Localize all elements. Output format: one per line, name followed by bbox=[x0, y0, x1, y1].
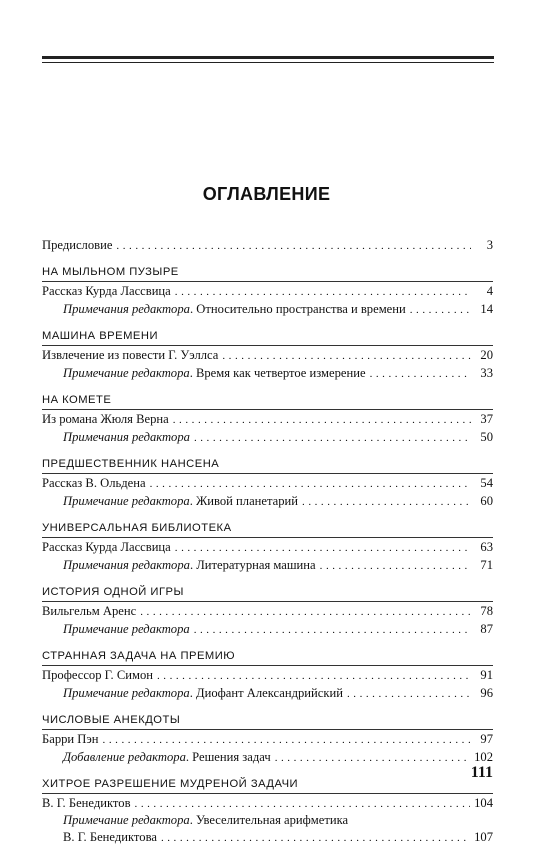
toc-entry-text: Предисловие bbox=[42, 238, 113, 252]
toc-entry-label: Рассказ Курда Лассвица bbox=[42, 284, 171, 298]
toc-entry-label: Профессор Г. Симон bbox=[42, 668, 153, 682]
toc-entry-text bbox=[63, 300, 406, 318]
toc-entry-italic: Примечания редактора bbox=[63, 558, 190, 572]
toc-subentry bbox=[42, 364, 493, 382]
toc-entry-italic: Примечание редактора bbox=[63, 813, 190, 827]
dot-leader bbox=[175, 282, 471, 301]
toc-entry-label: . Литературная машина bbox=[189, 558, 316, 572]
toc-page-number: 87 bbox=[480, 622, 493, 636]
toc-entry-text bbox=[42, 282, 171, 300]
toc-section bbox=[42, 455, 493, 510]
toc-entry bbox=[42, 602, 493, 620]
toc-page-number: 78 bbox=[480, 604, 493, 618]
toc-entry-text bbox=[42, 666, 153, 684]
toc-entry-label: Барри Пэн bbox=[42, 732, 99, 746]
toc-entry bbox=[42, 346, 493, 364]
toc-entry-italic: Добавление редактора bbox=[63, 750, 186, 764]
toc-subentry bbox=[42, 748, 493, 766]
dot-leader bbox=[135, 794, 471, 813]
toc-entry-label: . Решения задач bbox=[185, 750, 271, 764]
toc-entry-label: Рассказ В. Ольдена bbox=[42, 476, 146, 490]
dot-leader bbox=[150, 474, 471, 493]
dot-leader bbox=[194, 428, 471, 447]
toc-entry-label: . Относительно пространства и времени bbox=[189, 302, 406, 316]
dot-leader bbox=[347, 684, 471, 703]
toc-page-number: 37 bbox=[480, 412, 493, 426]
toc-subentry bbox=[42, 684, 493, 702]
toc-section bbox=[42, 711, 493, 766]
section-heading: ЧИСЛОВЫЕ АНЕКДОТЫ bbox=[42, 714, 181, 726]
toc-subentry-line1 bbox=[42, 812, 493, 828]
toc-entry-preface bbox=[42, 236, 493, 254]
toc-entry-text bbox=[63, 620, 190, 638]
dot-leader bbox=[103, 730, 471, 749]
toc-subentry bbox=[42, 620, 493, 638]
table-of-contents bbox=[42, 236, 493, 846]
toc-page-number: 20 bbox=[480, 348, 493, 362]
toc-entry-label: Вильгельм Аренс bbox=[42, 604, 137, 618]
toc-entry bbox=[42, 666, 493, 684]
toc-subentry-line2 bbox=[42, 828, 493, 846]
toc-entry-italic: Примечания редактора bbox=[63, 302, 190, 316]
toc-page-number: 96 bbox=[480, 686, 493, 700]
toc-page-number: 71 bbox=[480, 558, 493, 572]
toc-sections bbox=[42, 263, 493, 846]
toc-page-number: 107 bbox=[474, 830, 493, 844]
toc-entry-text bbox=[42, 474, 146, 492]
dot-leader bbox=[194, 620, 471, 639]
toc-entry-label: . Увеселительная арифметика bbox=[189, 813, 349, 827]
section-heading: МАШИНА ВРЕМЕНИ bbox=[42, 330, 159, 342]
toc-page-number: 4 bbox=[486, 284, 493, 298]
toc-entry-text bbox=[42, 346, 218, 364]
toc-page-number: 102 bbox=[474, 750, 493, 764]
toc-entry bbox=[42, 730, 493, 748]
dot-leader bbox=[302, 492, 471, 511]
dot-leader bbox=[370, 364, 471, 383]
toc-entry-text bbox=[63, 428, 190, 446]
toc-entry-italic: Примечание редактора bbox=[63, 686, 190, 700]
toc-page-number: 33 bbox=[480, 366, 493, 380]
dot-leader bbox=[140, 602, 471, 621]
dot-leader bbox=[222, 346, 471, 365]
toc-entry-text bbox=[42, 730, 99, 748]
toc-entry-text bbox=[42, 538, 171, 556]
toc-page-number: 14 bbox=[480, 302, 493, 316]
toc-entry-label: В. Г. Бенедиктова bbox=[63, 830, 157, 844]
toc-entry bbox=[42, 410, 493, 428]
dot-leader bbox=[320, 556, 471, 575]
toc-section bbox=[42, 519, 493, 574]
dot-leader bbox=[161, 828, 470, 847]
toc-entry-italic: Примечания редактора bbox=[63, 430, 190, 444]
toc-entry-label: . Время как четвертое измерение bbox=[189, 366, 366, 380]
toc-section bbox=[42, 647, 493, 702]
toc-entry-italic: Примечание редактора bbox=[63, 494, 190, 508]
toc-subentry bbox=[42, 428, 493, 446]
toc-entry-italic: Примечание редактора bbox=[63, 622, 190, 636]
toc-entry-label: Извлечение из повести Г. Уэллса bbox=[42, 348, 219, 362]
toc-entry-text bbox=[42, 602, 136, 620]
dot-leader bbox=[116, 236, 471, 255]
toc-entry-label: Рассказ Курда Лассвица bbox=[42, 540, 171, 554]
toc-page-number: 3 bbox=[486, 238, 493, 252]
dot-leader bbox=[410, 300, 471, 319]
toc-entry-label: В. Г. Бенедиктов bbox=[42, 796, 131, 810]
toc-entry-text bbox=[63, 492, 298, 510]
toc-entry bbox=[42, 794, 493, 812]
section-heading: ХИТРОЕ РАЗРЕШЕНИЕ МУДРЕНОЙ ЗАДАЧИ bbox=[42, 778, 299, 790]
toc-entry-text bbox=[63, 684, 343, 702]
dot-leader bbox=[173, 410, 471, 429]
toc-subentry bbox=[42, 492, 493, 510]
toc-entry-label: . Диофант Александрийский bbox=[189, 686, 343, 700]
section-heading: ИСТОРИЯ ОДНОЙ ИГРЫ bbox=[42, 586, 184, 598]
toc-section bbox=[42, 263, 493, 318]
toc-entry bbox=[42, 474, 493, 492]
section-heading: ПРЕДШЕСТВЕННИК НАНСЕНА bbox=[42, 458, 220, 470]
toc-entry-label: . Живой планетарий bbox=[189, 494, 299, 508]
toc-section bbox=[42, 327, 493, 382]
page-title: ОГЛАВЛЕНИЕ bbox=[202, 184, 331, 204]
section-heading: УНИВЕРСАЛЬНАЯ БИБЛИОТЕКА bbox=[42, 522, 232, 534]
toc-entry-text bbox=[63, 364, 366, 382]
dot-leader bbox=[175, 538, 471, 557]
toc-entry-text bbox=[63, 748, 271, 766]
top-rule-thick bbox=[42, 56, 494, 59]
toc-section bbox=[42, 775, 493, 846]
toc-page-number: 50 bbox=[480, 430, 493, 444]
toc-page-number: 104 bbox=[474, 796, 493, 810]
toc-page-number: 97 bbox=[480, 732, 493, 746]
page-number: 111 bbox=[470, 764, 493, 781]
toc-entry-text bbox=[42, 410, 169, 428]
toc-page-number: 63 bbox=[480, 540, 493, 554]
dot-leader bbox=[157, 666, 471, 685]
toc-entry bbox=[42, 538, 493, 556]
toc-section bbox=[42, 391, 493, 446]
toc-subentry bbox=[42, 300, 493, 318]
toc-entry-text bbox=[63, 556, 316, 574]
toc-subentry bbox=[42, 556, 493, 574]
toc-page-number: 91 bbox=[480, 668, 493, 682]
section-heading: СТРАННАЯ ЗАДАЧА НА ПРЕМИЮ bbox=[42, 650, 236, 662]
toc-entry-italic: Примечание редактора bbox=[63, 366, 190, 380]
toc-page-number: 54 bbox=[480, 476, 493, 490]
toc-entry bbox=[42, 282, 493, 300]
toc-section bbox=[42, 583, 493, 638]
toc-entry-label: Из романа Жюля Верна bbox=[42, 412, 169, 426]
toc-entry-text bbox=[42, 794, 131, 812]
top-rule-thin bbox=[42, 62, 494, 63]
section-heading: НА КОМЕТЕ bbox=[42, 394, 112, 406]
section-heading: НА МЫЛЬНОМ ПУЗЫРЕ bbox=[42, 266, 179, 278]
toc-page-number: 60 bbox=[480, 494, 493, 508]
